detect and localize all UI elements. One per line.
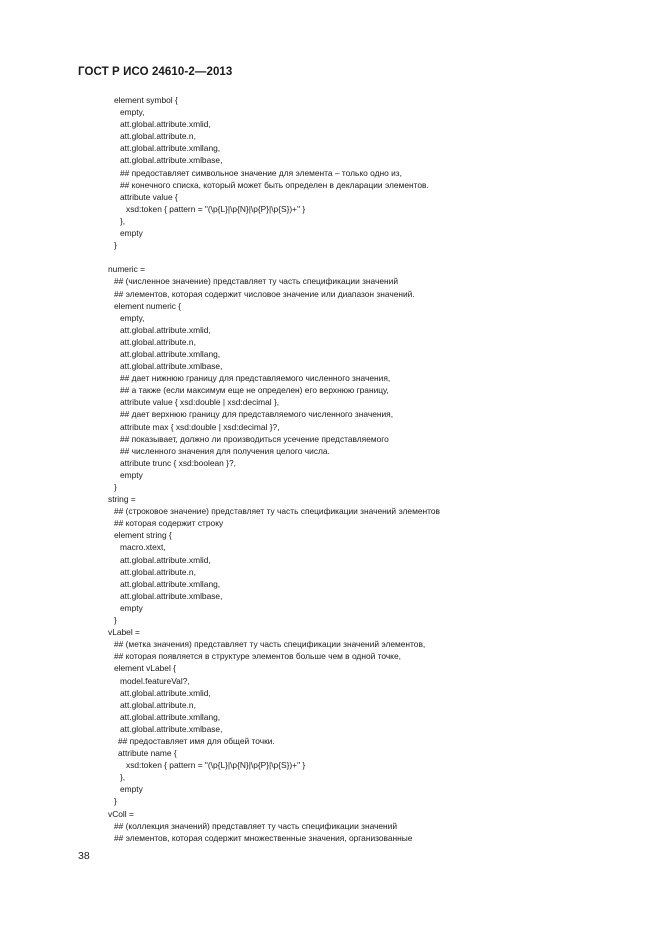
code-line: empty, [120,312,145,323]
code-line: empty, [120,107,145,118]
page-number: 38 [78,850,90,862]
code-line: att.global.attribute.xmlid, [120,687,211,698]
code-line: ## показывает, должно ли производиться усечение представляемого [120,433,389,444]
code-line: ## предоставляет символьное значение для элемента – только одно из, [120,167,402,178]
code-line: att.global.attribute.xmlid, [120,119,211,130]
code-line: vLabel = [108,627,140,638]
blank-line [0,251,661,263]
code-line: ## элементов, которая содержит множественные значения, организованные [114,832,413,843]
code-line: attribute trunc { xsd:boolean }?, [120,457,236,468]
code-line: ## которая появляется в структуре элементов больше чем в одной точке, [114,651,401,662]
code-line: empty [120,784,143,795]
code-line: ## элементов, которая содержит числовое значение или диапазон значений. [114,288,415,299]
code-line: att.global.attribute.xmllang, [120,578,221,589]
document-header: ГОСТ Р ИСО 24610-2—2013 [78,66,233,78]
code-line: att.global.attribute.xmlbase, [120,723,223,734]
code-line: att.global.attribute.xmlbase, [120,361,223,372]
code-line: att.global.attribute.xmllang, [120,143,221,154]
code-line: attribute max { xsd:double | xsd:decimal }?, [120,421,280,432]
code-line: att.global.attribute.xmllang, [120,348,221,359]
code-line: att.global.attribute.xmlbase, [120,590,223,601]
code-line: element symbol { [114,95,178,105]
code-line: } [114,482,117,492]
code-line: att.global.attribute.n, [120,336,196,347]
code-line: string = [108,494,136,505]
code-line: } [114,240,117,251]
code-line: ## (строковое значение) представляет ту часть спецификации значений элементов [114,506,440,517]
code-line: }, [120,772,126,783]
code-line: ## (численное значение) представляет ту часть спецификации значений [114,276,399,287]
code-line: vColl = [108,808,134,819]
code-line: ## предоставляет имя для общей точки. [118,735,275,746]
code-line: xsd:token { pattern = "(\p{L}|\p{N}|\p{P}|\p{S})+" } [126,203,306,214]
code-line: ## дает верхнюю границу для представляемого численного значения, [120,409,394,420]
code-line: att.global.attribute.xmllang, [120,711,221,722]
code-line: att.global.attribute.n, [120,131,196,142]
code-line: attribute value { [120,191,178,202]
code-line: empty [120,602,143,613]
code-line: ## (коллекция значений) представляет ту часть спецификации значений [114,820,398,831]
code-line: numeric = [108,264,146,275]
code-line: empty [120,228,143,239]
code-line: element string { [114,530,172,541]
code-line: xsd:token { pattern = "(\p{L}|\p{N}|\p{P}|\p{S})+" } [126,760,306,771]
code-line: ## численного значения для получения целого числа. [120,445,330,456]
code-line: } [114,615,117,626]
code-line: attribute name { [118,748,177,759]
code-line: attribute value { xsd:double | xsd:decimal }, [120,397,280,408]
code-line: ## конечного списка, который может быть определен в декларации элементов. [120,179,429,190]
code-line: ## а также (если максимум еще не определен) его верхнюю границу, [120,385,389,396]
code-line: att.global.attribute.xmlid, [120,324,211,335]
code-line: element numeric { [114,300,182,311]
code-line: att.global.attribute.n, [120,566,196,577]
code-line: } [114,796,117,807]
code-listing [0,94,661,844]
code-line: ## (метка значения) представляет ту часть спецификации значений элементов, [114,639,426,650]
code-line: model.featureVal?, [120,675,190,686]
code-line: att.global.attribute.n, [120,699,196,710]
code-line: macro.xtext, [120,542,166,553]
code-line: ## которая содержит строку [114,518,224,529]
code-line: empty [120,469,143,480]
code-line: }, [120,215,126,226]
code-line: element vLabel { [114,663,176,674]
code-line: ## дает нижнюю границу для представляемого численного значения, [120,373,391,384]
code-line: att.global.attribute.xmlid, [120,554,211,565]
code-line: att.global.attribute.xmlbase, [120,155,223,166]
